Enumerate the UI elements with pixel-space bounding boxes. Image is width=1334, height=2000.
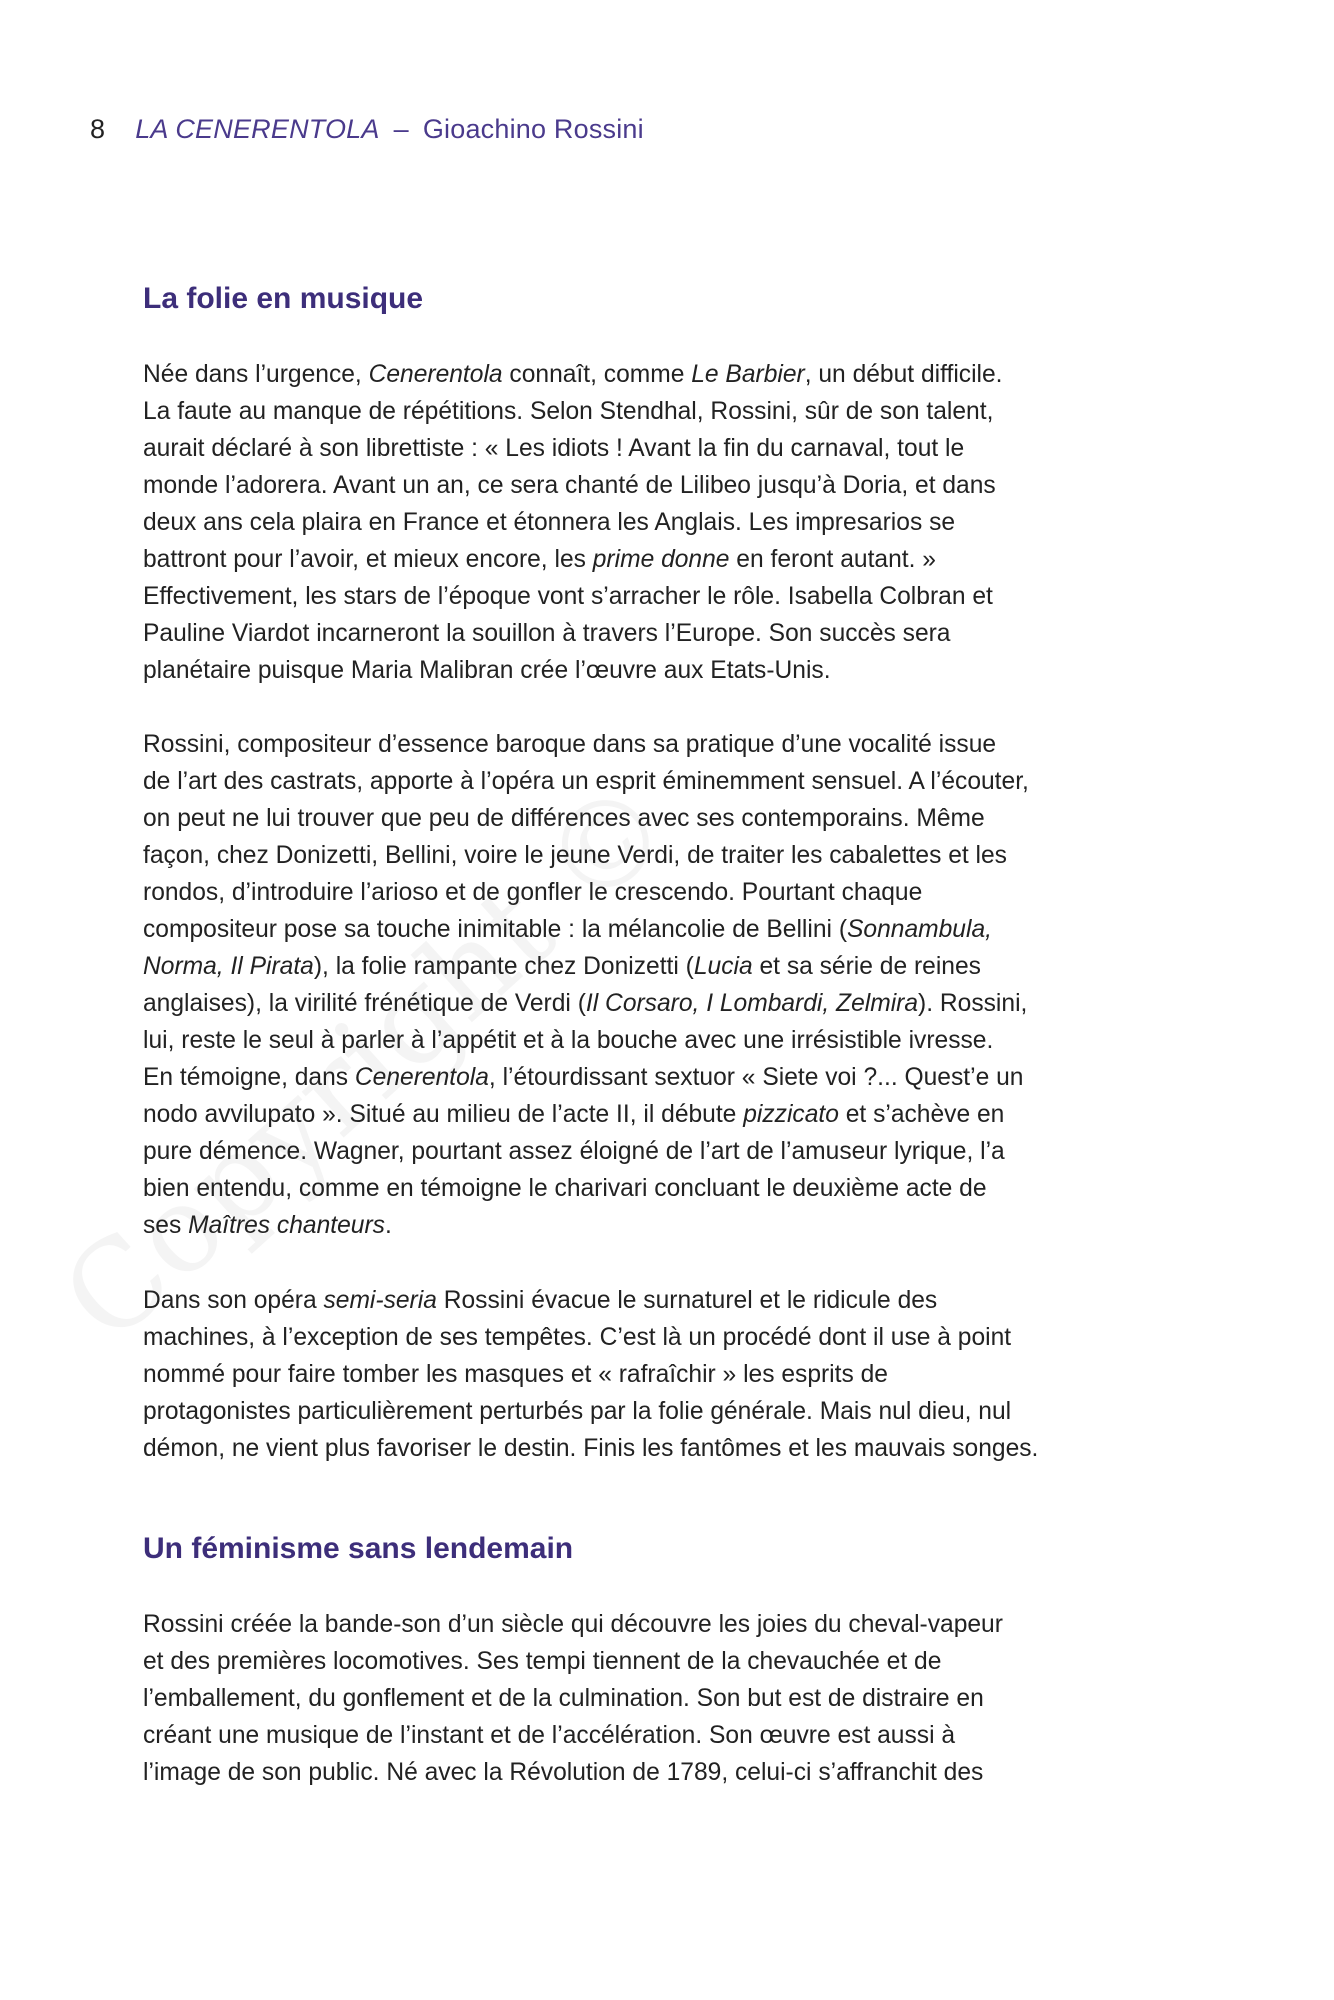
text-line [143,1393,1038,1430]
text-line [143,837,1029,874]
text-run: en feront autant. » [729,546,936,573]
text-run: on peut ne lui trouver que peu de différences avec ses contemporains. Même [143,805,985,832]
text-run: ses [143,1212,189,1239]
text-run: nommé pour faire tomber les masques et « rafraîchir » les esprits de [143,1361,888,1388]
text-line [143,430,1003,467]
text-line [143,541,1003,578]
text-line [143,652,1003,689]
text-run: Rossini créée la bande-son d’un siècle qui découvre les joies du cheval-vapeur [143,1611,1003,1638]
text-line [143,1170,1029,1207]
italic-run: pizzicato [743,1101,839,1128]
work-title: LA CENERENTOLA [135,114,380,144]
italic-run: Le Barbier [691,361,805,388]
text-run: Pauline Viardot incarneront la souillon à travers l’Europe. Son succès sera [143,620,951,647]
text-run: l’emballement, du gonflement et de la culmination. Son but est de distraire en [143,1685,984,1712]
text-run: et des premières locomotives. Ses tempi tiennent de la chevauchée et de [143,1648,942,1675]
text-run: planétaire puisque Maria Malibran crée l’œuvre aux Etats-Unis. [143,657,831,684]
page-number: 8 [90,114,106,144]
text-line [143,1096,1029,1133]
text-run: , l’étourdissant sextuor « Siete voi ?... Quest’e un [488,1064,1024,1091]
text-line [143,356,1003,393]
italic-run: Norma, Il Pirata [143,953,314,980]
text-run: compositeur pose sa touche inimitable : la mélancolie de Bellini ( [143,916,848,943]
text-run: créant une musique de l’instant et de l’accélération. Son œuvre est aussi à [143,1722,956,1749]
text-line [143,948,1029,985]
text-run: bien entendu, comme en témoigne le charivari concluant le deuxième acte de [143,1175,987,1202]
text-run: En témoigne, dans [143,1064,355,1091]
text-line [143,800,1029,837]
text-run: aurait déclaré à son librettiste : « Les idiots ! Avant la fin du carnaval, tout le [143,435,965,462]
text-line [143,1022,1029,1059]
section-heading: Un féminisme sans lendemain [143,1532,574,1565]
text-run: La faute au manque de répétitions. Selon Stendhal, Rossini, sûr de son talent, [143,398,994,425]
text-run: battront pour l’avoir, et mieux encore, les [143,546,593,573]
italic-run: Il Corsaro, I Lombardi, Zelmira [585,990,919,1017]
title-separator: – [393,114,409,144]
italic-run: Lucia [693,953,753,980]
text-run: ). Rossini, [918,990,1028,1017]
paragraph [143,1606,1003,1791]
text-line [143,1282,1038,1319]
text-run: Rossini, compositeur d’essence baroque dans sa pratique d’une vocalité issue [143,731,997,758]
text-run: deux ans cela plaira en France et étonnera les Anglais. Les impresarios se [143,509,956,536]
text-line [143,874,1029,911]
text-line [143,726,1029,763]
text-line [143,1754,1003,1791]
paragraph [143,356,1003,689]
composer-name: Gioachino Rossini [422,114,644,144]
text-run: et sa série de reines [752,953,981,980]
text-line [143,1319,1038,1356]
text-line [143,1059,1029,1096]
text-line [143,1133,1029,1170]
text-line [143,1430,1038,1467]
text-run: Dans son opéra [143,1287,324,1314]
text-run: lui, reste le seul à parler à l’appétit et à la bouche avec une irrésistible ivresse. [143,1027,994,1054]
text-run: machines, à l’exception de ses tempêtes. C’est là un procédé dont il use à point [143,1324,1012,1351]
text-line [143,1717,1003,1754]
text-run: façon, chez Donizetti, Bellini, voire le jeune Verdi, de traiter les cabalettes et les [143,842,1007,869]
italic-run: semi-seria [323,1287,437,1314]
text-run: nodo avvilupato ». Situé au milieu de l’acte II, il débute [143,1101,744,1128]
text-line [143,615,1003,652]
text-run: l’image de son public. Né avec la Révolution de 1789, celui-ci s’affranchit des [143,1759,984,1786]
text-line [143,763,1029,800]
text-run: . [384,1212,392,1239]
text-run: Née dans l’urgence, [143,361,369,388]
text-line [143,578,1003,615]
text-run: anglaises), la virilité frénétique de Verdi ( [143,990,586,1017]
text-line [143,1606,1003,1643]
italic-run: Cenerentola [354,1064,489,1091]
text-line [143,911,1029,948]
text-line [143,1680,1003,1717]
italic-run: Maîtres chanteurs [188,1212,385,1239]
text-run: Effectivement, les stars de l’époque vont s’arracher le rôle. Isabella Colbran et [143,583,993,610]
section-heading: La folie en musique [143,282,424,315]
text-run: Rossini évacue le surnaturel et le ridicule des [436,1287,938,1314]
text-run: de l’art des castrats, apporte à l’opéra un esprit éminemment sensuel. A l’écouter, [143,768,1029,795]
text-line [143,393,1003,430]
text-run: et s’achève en [838,1101,1005,1128]
text-run: protagonistes particulièrement perturbés par la folie générale. Mais nul dieu, nul [143,1398,1012,1425]
paragraph [143,726,1029,1244]
text-line [143,985,1029,1022]
text-line [143,1356,1038,1393]
text-run: ), la folie rampante chez Donizetti ( [313,953,694,980]
text-run: démon, ne vient plus favoriser le destin. Finis les fantômes et les mauvais songes. [143,1435,1039,1462]
text-run: rondos, d’introduire l’arioso et de gonfler le crescendo. Pourtant chaque [143,879,923,906]
italic-run: Sonnambula, [847,916,992,943]
running-head [90,114,644,145]
italic-run: Cenerentola [368,361,503,388]
text-line [143,504,1003,541]
text-run: , un début difficile. [804,361,1003,388]
text-line [143,1643,1003,1680]
italic-run: prime donne [592,546,730,573]
text-line [143,1207,1029,1244]
text-line [143,467,1003,504]
paragraph [143,1282,1038,1467]
text-run: monde l’adorera. Avant un an, ce sera chanté de Lilibeo jusqu’à Doria, et dans [143,472,996,499]
text-run: connaît, comme [502,361,692,388]
text-run: pure démence. Wagner, pourtant assez éloigné de l’art de l’amuseur lyrique, l’a [143,1138,1005,1165]
